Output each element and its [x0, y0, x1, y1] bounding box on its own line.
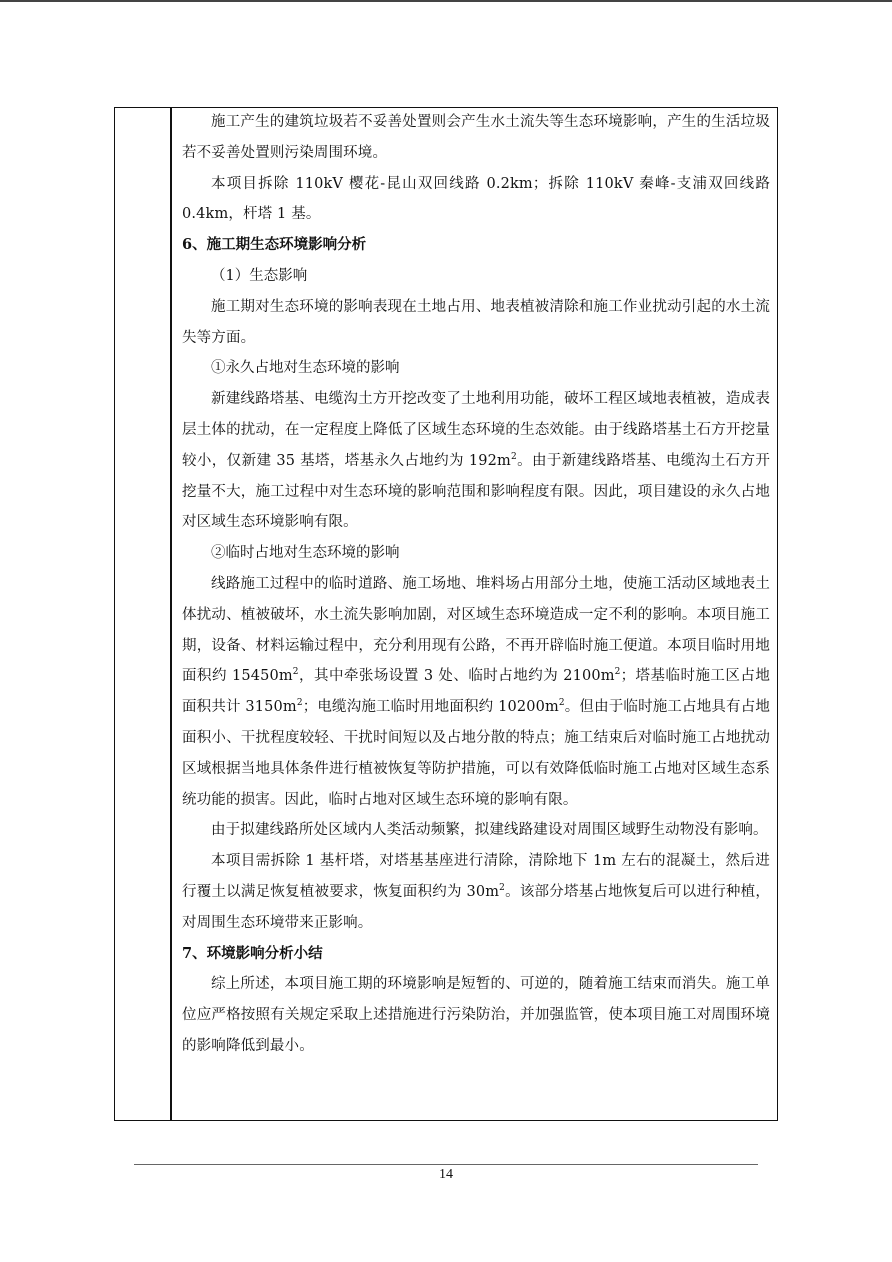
- paragraph-permanent-land: 新建线路塔基、电缆沟土方开挖改变了土地利用功能，破坏工程区域地表植被，造成表层土体的扰动，在一定程度上降低了区域生态环境的生态效能。由于线路塔基土石方开挖量较小，仅新建 35 基塔，塔基永久占地约为 $192m^2$。由于新建线路塔基、电缆沟土石方开挖量不大，施工过程中对生态环境的影响范围和影响程度有限。因此，项目建设的永久占地对区域生态环境影响有限。: [182, 391, 770, 531]
- paragraph-summary: 综上所述，本项目施工期的环境影响是短暂的、可逆的，随着施工结束而消失。施工单位应严格按照有关规定采取上述措施进行污染防治，并加强监管，使本项目施工对周围环境的影响降低到最小。: [182, 976, 770, 1054]
- paragraph-temporary-land: 线路施工过程中的临时道路、施工场地、堆料场占用部分土地，使施工活动区域地表土体扰动、植被破坏，水土流失影响加剧，对区域生态环境造成一定不利的影响。本项目施工期，设备、材料运输过程中，充分利用现有公路，不再开辟临时施工便道。本项目临时用地面积约 $15450m^2$，其中牵张场设置 3 处、临时占地约为 $2100m^2$；塔基临时施工区占地面积共计 $3150m^2$；电缆沟施工临时用地面积约 $10200m^2$。但由于临时施工占地具有占地面积小、干扰程度较轻、干扰时间短以及占地分散的特点；施工结束后对临时施工占地扰动区域根据当地具体条件进行植被恢复等防护措施，可以有效降低临时施工占地对区域生态系统功能的损害。因此，临时占地对区域生态环境的影响有限。: [182, 575, 771, 808]
- paragraph-tower-removal: 本项目需拆除 1 基杆塔，对塔基基座进行清除，清除地下 1m 左右的混凝土，然后进行覆土以满足恢复植被要求，恢复面积约为 $30m^2$。该部分塔基占地恢复后可以进行种植，对周围生态环境带来正影响。: [182, 853, 770, 931]
- section-heading-6: 6、施工期生态环境影响分析: [182, 236, 367, 254]
- paragraph-demolition: 本项目拆除 110kV 樱花-昆山双回线路 0.2km；拆除 110kV 秦峰-支浦双回线路 0.4km，杆塔 1 基。: [182, 175, 770, 223]
- top-rule: [0, 0, 892, 2]
- page-number: 14: [439, 1167, 453, 1182]
- table-content-cell: [182, 107, 770, 1062]
- paragraph-ecological-intro: 施工期对生态环境的影响表现在土地占用、地表植被清除和施工作业扰动引起的水土流失等方面。: [182, 298, 770, 346]
- table-left-columns: [114, 107, 172, 1121]
- paragraph-construction-waste: 施工产生的建筑垃圾若不妥善处置则会产生水土流失等生态环境影响，产生的生活垃圾若不妥善处置则污染周围环境。: [182, 114, 770, 161]
- subheading-permanent-land: ①永久占地对生态环境的影响: [211, 360, 400, 377]
- paragraph-wildlife: 由于拟建线路所处区域内人类活动频繁，拟建线路建设对周围区域野生动物没有影响。: [211, 822, 768, 839]
- subheading-ecological-impact: （1）生态影响: [211, 267, 308, 284]
- section-heading-7: 7、环境影响分析小结: [182, 944, 323, 962]
- subheading-temporary-land: ②临时占地对生态环境的影响: [211, 545, 400, 562]
- footer-rule: [134, 1164, 758, 1165]
